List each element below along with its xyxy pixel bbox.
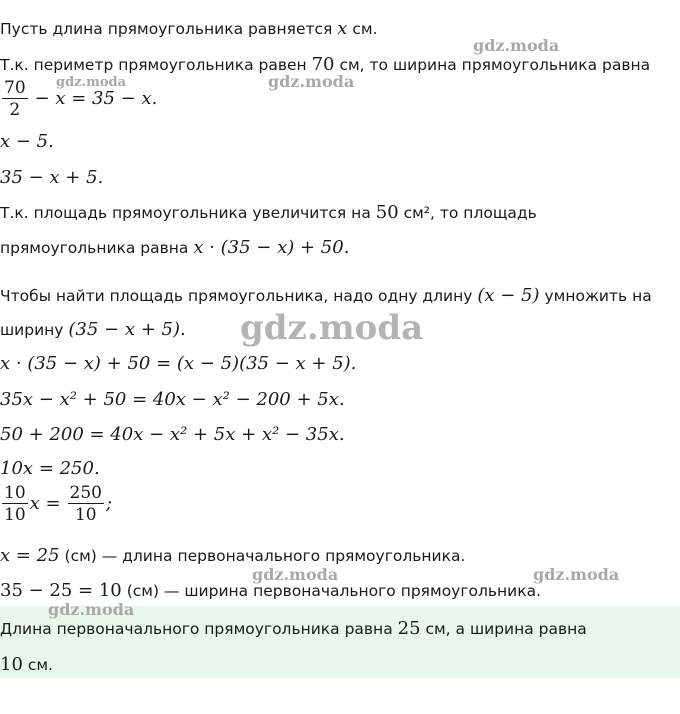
line-12: 50 + 200 = 40x − x² + 5x + x² − 35x.: [0, 424, 345, 445]
line-7: [0, 237, 349, 258]
math-expr: x · (35 − x) + 50.: [193, 237, 350, 258]
math-expr: ;: [106, 493, 113, 514]
text: Т.к. площадь прямоугольника увеличится на: [0, 204, 376, 222]
math-expr: 35 − 25 = 10: [0, 580, 122, 601]
line-15: [0, 545, 465, 566]
text: (см) — ширина первоначального прямоугольника.: [121, 582, 542, 600]
text: умножить на: [539, 287, 652, 305]
text: см.: [22, 656, 53, 674]
text: Длина первоначального прямоугольника равна: [0, 620, 398, 638]
text: см, а ширина равна: [420, 620, 587, 638]
fraction: [68, 483, 104, 526]
text: прямоугольника равна: [0, 239, 194, 257]
line-11: 35x − x² + 50 = 40x − x² − 200 + 5x.: [0, 389, 345, 410]
numerator: 10: [4, 483, 26, 503]
line-13: 10x = 250.: [0, 458, 100, 479]
watermark: gdz.moda: [48, 600, 135, 619]
denominator: 10: [74, 505, 97, 525]
math-num: 70: [311, 54, 335, 75]
math-num: 10: [0, 654, 23, 675]
text: Чтобы найти площадь прямоугольника, надо одну длину: [0, 287, 478, 305]
math-num: 50: [375, 202, 399, 223]
numerator: 250: [69, 483, 102, 503]
line-8: [0, 285, 652, 306]
math-expr: x =: [29, 493, 61, 514]
answer-line-2: [0, 654, 53, 675]
watermark: gdz.moda: [240, 308, 424, 348]
watermark: gdz.moda: [56, 75, 127, 90]
line-14: [0, 483, 112, 526]
text: см, то ширина прямоугольника равна: [334, 56, 651, 74]
watermark: gdz.moda: [268, 72, 355, 91]
math-expr: x = 25: [0, 545, 60, 566]
denominator: 10: [4, 505, 26, 525]
text: Т.к. периметр прямоугольника равен: [0, 56, 312, 74]
text: Пусть длина прямоугольника равняется: [0, 20, 338, 38]
math-expr: − x = 35 − x.: [34, 88, 158, 109]
fraction: [2, 78, 28, 121]
line-5: 35 − x + 5.: [0, 167, 104, 188]
text: (см) — длина первоначального прямоугольника.: [59, 547, 466, 565]
math-expr: (35 − x + 5).: [68, 319, 186, 340]
line-4: x − 5.: [0, 131, 54, 152]
numerator: 70: [4, 78, 26, 98]
math-var: x: [337, 18, 348, 39]
watermark: gdz.moda: [252, 565, 339, 584]
line-6: [0, 202, 537, 223]
math-num: 25: [397, 618, 421, 639]
answer-line-1: [0, 618, 587, 639]
denominator: 2: [9, 100, 21, 120]
watermark: gdz.moda: [533, 565, 620, 584]
line-9: [0, 319, 186, 340]
math-expr: (x − 5): [477, 285, 540, 306]
text: см.: [347, 20, 378, 38]
fraction: [2, 483, 28, 526]
watermark: gdz.moda: [473, 36, 560, 55]
text: ширину: [0, 321, 69, 339]
text: см², то площадь: [398, 204, 537, 222]
line-10: x · (35 − x) + 50 = (x − 5)(35 − x + 5).: [0, 353, 357, 374]
line-1: [0, 18, 378, 39]
